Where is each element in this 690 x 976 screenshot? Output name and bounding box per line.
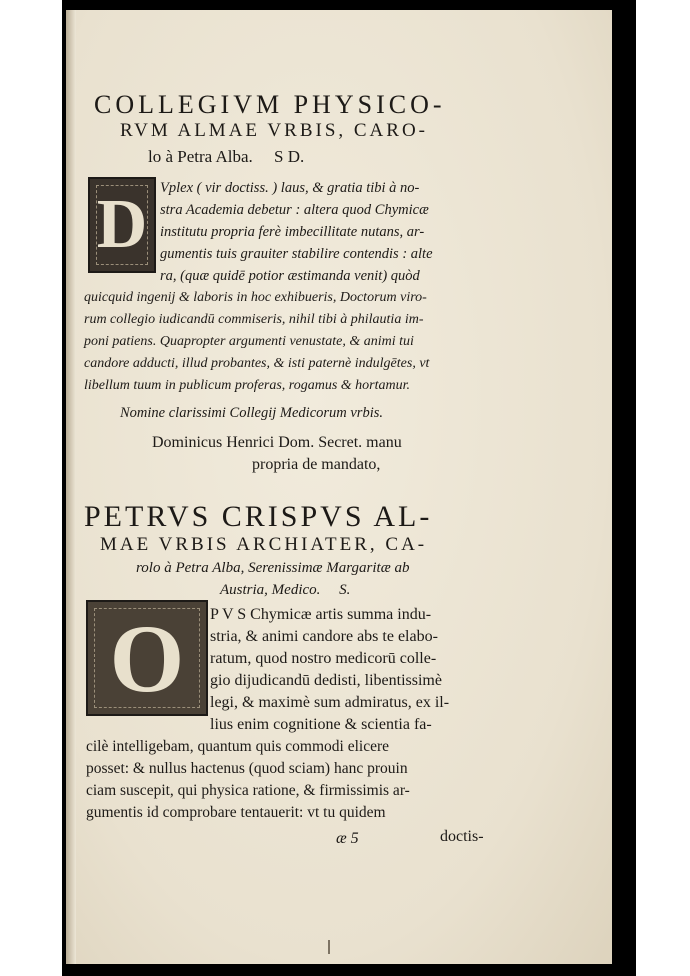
letter2-body-line: gumentis id comprobare tentauerit: vt tu quidem — [86, 804, 386, 821]
letter1-heading-line-3: lo à Petra Alba. S D. — [148, 147, 305, 166]
letter1-closing: Nomine clarissimi Collegij Medicorum vrbis. — [120, 405, 383, 421]
letter1-heading-line-2: RVM ALMAE VRBIS, CARO- — [120, 120, 428, 141]
letter1-signature-line-1: Dominicus Henrici Dom. Secret. manu — [152, 434, 402, 451]
letter2-body-line: gio dijudicandū dedisti, libentissimè — [210, 672, 442, 689]
drop-cap-letter: D — [96, 186, 148, 263]
book-page — [66, 10, 612, 964]
letter1-body-line: libellum tuum in publicum proferas, rogamus & hortamur. — [84, 378, 411, 393]
catchword: doctis- — [440, 828, 484, 845]
letter1-body-line: quicquid ingenij & laboris in hoc exhibueris, Doctorum viro- — [84, 290, 427, 305]
letter2-heading-line-1: PETRVS CRISPVS AL- — [84, 500, 433, 533]
letter2-body-line: ciam suscepit, qui physica ratione, & firmissimis ar- — [86, 782, 410, 799]
letter1-body-line: gumentis tuis grauiter stabilire contendis : alte — [160, 246, 433, 262]
page-fold-mark — [328, 940, 330, 954]
letter1-body-line: ra, (quæ quidē potior æstimanda venit) quòd — [160, 268, 420, 284]
letter2-body-line: lius enim cognitione & scientia fa- — [210, 716, 432, 733]
letter2-body-line: P V S Chymicæ artis summa indu- — [210, 606, 432, 623]
letter1-signature-line-2: propria de mandato, — [252, 456, 381, 473]
letter2-heading-line-4: Austria, Medico. S. — [220, 582, 351, 598]
letter2-body-line: stria, & animi candore abs te elabo- — [210, 628, 438, 645]
letter1-body-line: institutu propria ferè imbecillitate nutans, ar- — [160, 224, 425, 240]
letter2-body-line: legi, & maximè sum admiratus, ex il- — [210, 694, 450, 711]
letter1-body-line: rum collegio iudicandū commiseris, nihil tibi à philautia im- — [84, 312, 424, 327]
letter1-body-line: Vplex ( vir doctiss. ) laus, & gratia tibi à no- — [160, 180, 420, 196]
letter1-body-line: candore adducti, illud probantes, & isti paternè indulgētes, vt — [84, 356, 430, 371]
letter2-body-line: posset: & nullus hactenus (quod sciam) hanc prouin — [86, 760, 408, 777]
letter1-body-line: stra Academia debetur : altera quod Chymicæ — [160, 202, 429, 218]
drop-cap-letter: O — [109, 604, 185, 712]
signature-mark: æ 5 — [336, 830, 359, 847]
letter2-heading-line-2: MAE VRBIS ARCHIATER, CA- — [100, 534, 428, 555]
gutter-shadow — [66, 10, 76, 964]
letter1-drop-cap — [88, 177, 156, 273]
letter2-body-line: cilè intelligebam, quantum quis commodi elicere — [86, 738, 390, 755]
letter1-heading-line-1: COLLEGIVM PHYSICO- — [94, 90, 446, 119]
letter2-heading-line-3: rolo à Petra Alba, Serenissimæ Margaritæ ab — [136, 560, 410, 576]
letter2-drop-cap — [86, 600, 208, 716]
letter1-body-line: poni patiens. Quapropter argumenti venustate, & animi tui — [84, 334, 414, 349]
letter2-body-line: ratum, quod nostro medicorū colle- — [210, 650, 437, 667]
